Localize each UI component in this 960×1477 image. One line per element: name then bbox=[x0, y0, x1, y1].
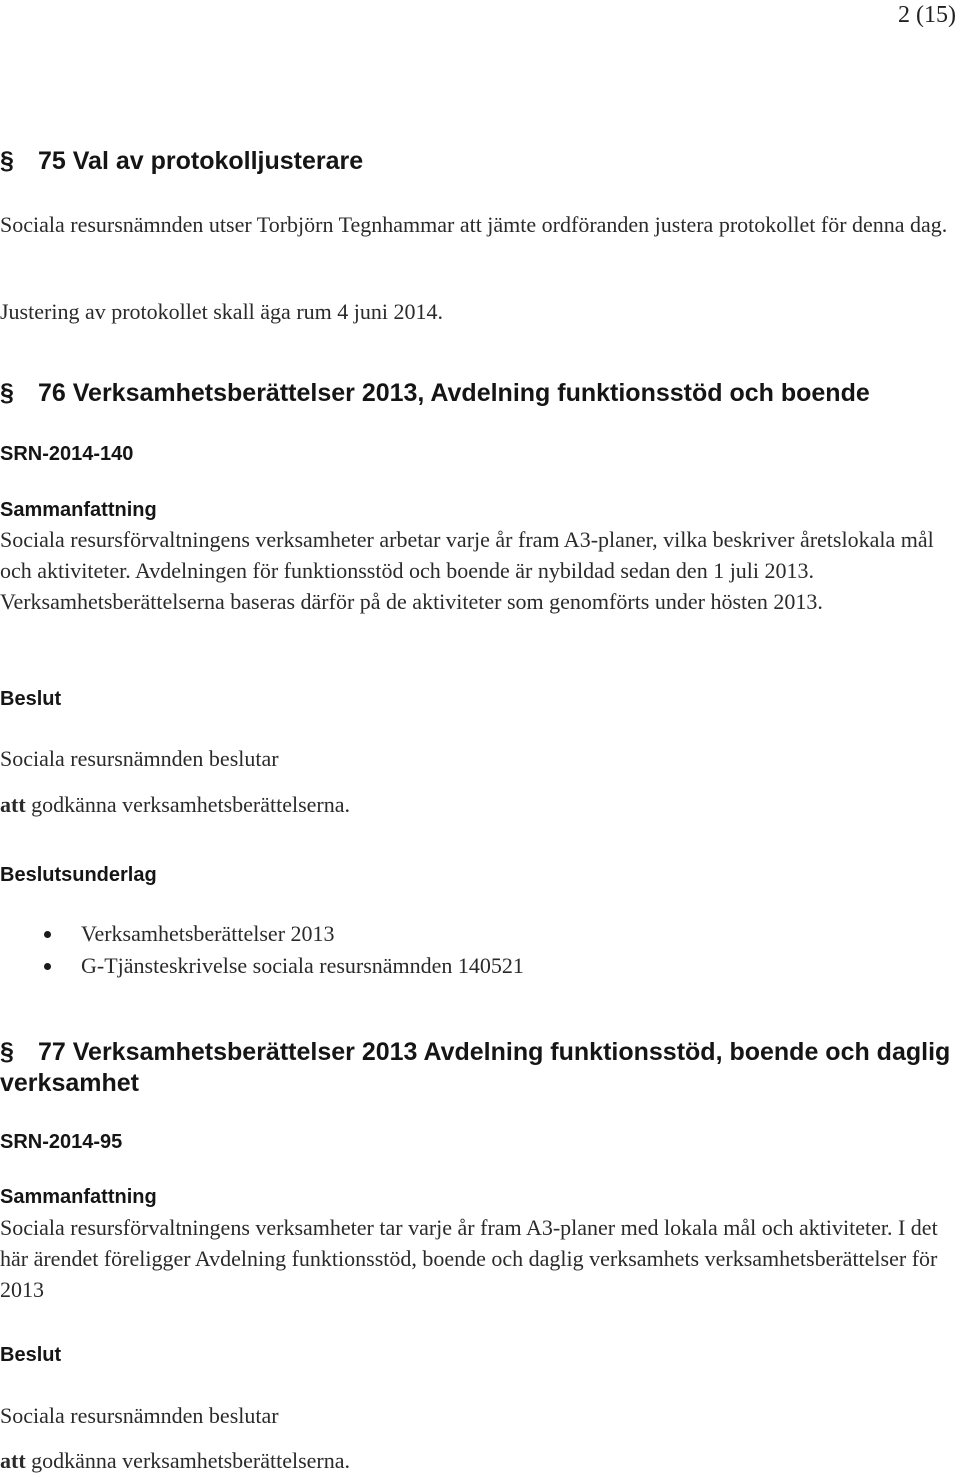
section-76-title: 76 Verksamhetsberättelser 2013, Avdelning funktionsstöd och boende bbox=[38, 379, 870, 407]
section-76-heading bbox=[0, 378, 956, 409]
list-item-text: Verksamhetsberättelser 2013 bbox=[81, 921, 335, 946]
paragraph-mark-icon: § bbox=[0, 1038, 14, 1066]
section-77-title: 77 Verksamhetsberättelser 2013 Avdelning funktionsstöd, boende och daglig verksamhet bbox=[0, 1038, 951, 1097]
bullet-icon bbox=[44, 963, 51, 970]
paragraph-mark-icon: § bbox=[0, 147, 14, 175]
section-76-decision-label: Beslut bbox=[0, 688, 62, 710]
section-77-decision-intro: Sociala resursnämnden beslutar bbox=[0, 1403, 279, 1428]
decision-att-keyword: att bbox=[0, 1448, 26, 1473]
paragraph-mark-icon: § bbox=[0, 379, 14, 407]
section-77-summary-label: Sammanfattning bbox=[0, 1186, 157, 1208]
section-76-summary-text: Sociala resursförvaltningens verksamheter arbetar varje år fram A3-planer, vilka beskriver åretslokala mål och aktiviteter. Avdelningen för funktionsstöd och boende är nybildad sedan den 1 juli 2013. Verksamhetsberättelserna baseras därför på de aktiviteter som genomförts under hösten 2013. bbox=[0, 527, 934, 614]
section-75-title: 75 Val av protokolljusterare bbox=[38, 147, 364, 175]
section-77-heading bbox=[0, 1037, 956, 1099]
section-75-paragraph-1: Sociala resursnämnden utser Torbjörn Tegnhammar att jämte ordföranden justera protokollet för denna dag. bbox=[0, 212, 948, 237]
bullet-icon bbox=[44, 931, 51, 938]
section-75-paragraph-2: Justering av protokollet skall äga rum 4 juni 2014. bbox=[0, 299, 443, 324]
section-76-basis-list bbox=[0, 918, 524, 982]
section-77-decision-line bbox=[0, 1445, 950, 1476]
section-77-summary-text: Sociala resursförvaltningens verksamheter tar varje år fram A3-planer med lokala mål och aktiviteter. I det här ärendet föreligger Avdelning funktionsstöd, boende och daglig verksamhets verksamhetsberättelser för 2013 bbox=[0, 1215, 938, 1302]
section-76-decision-intro: Sociala resursnämnden beslutar bbox=[0, 746, 279, 771]
list-item bbox=[0, 918, 524, 950]
page-number: 2 (15) bbox=[898, 2, 956, 28]
section-76-summary-label: Sammanfattning bbox=[0, 499, 157, 521]
section-77-case-number: SRN-2014-95 bbox=[0, 1131, 123, 1153]
decision-text: godkänna verksamhetsberättelserna. bbox=[25, 792, 351, 817]
section-76-decision-line bbox=[0, 789, 950, 820]
list-item-text: G-Tjänsteskrivelse sociala resursnämnden 140521 bbox=[81, 953, 524, 978]
list-item bbox=[0, 950, 524, 982]
decision-text: godkänna verksamhetsberättelserna. bbox=[25, 1448, 351, 1473]
section-76-basis-label: Beslutsunderlag bbox=[0, 864, 157, 886]
section-77-decision-label: Beslut bbox=[0, 1344, 62, 1366]
decision-att-keyword: att bbox=[0, 792, 26, 817]
section-75-heading bbox=[0, 146, 956, 177]
section-76-case-number: SRN-2014-140 bbox=[0, 443, 134, 465]
